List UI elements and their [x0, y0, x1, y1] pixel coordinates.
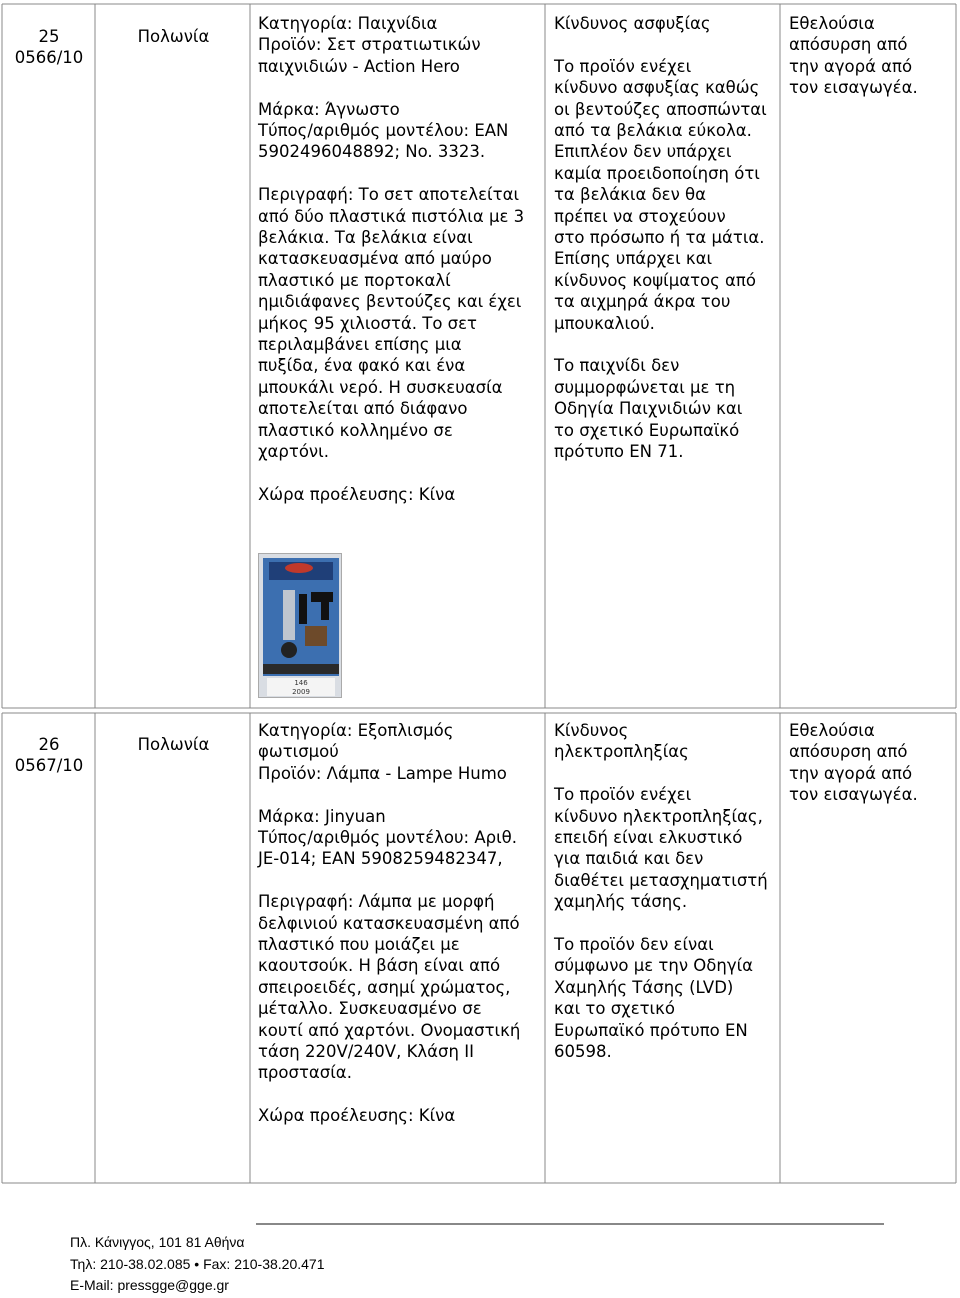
country-cell: Πολωνία	[137, 735, 210, 754]
product-brand: Μάρκα: Άγνωστο Τύπος/αριθμός μοντέλου: EAN 5902496048892; No. 3323.	[258, 99, 509, 162]
footer-divider	[256, 1223, 884, 1225]
risk-compliance: Το προϊόν δεν είναι σύμφωνο με την Οδηγία Χαμηλής Τάσης (LVD) και το σχετικό Ευρωπαϊκό πρότυπο EN 60598.	[554, 935, 754, 1062]
risk-description: Το προϊόν ενέχει κίνδυνο ασφυξίας καθώς οι βεντούζες αποσπώνται από τα βελάκια εύκολα. Επιπλέον δεν υπάρχει καμία προειδοποίηση ότι τα βελάκια δεν θα πρέπει να στοχεύουν στο πρόσωπο ή τα μάτια. Επίσης υπάρχει και κίνδυνος κοψίματος από τα αιχμηρά άκρα του μπουκαλιού.	[554, 56, 767, 333]
footer-phones: Τηλ: 210-38.02.085 • Fax: 210-38.20.471	[70, 1255, 325, 1272]
footer-email[interactable]: E-Mail: pressgge@gge.gr	[70, 1277, 229, 1293]
country-of-origin: Χώρα προέλευσης: Κίνα	[258, 1106, 456, 1126]
row-number	[8, 26, 90, 69]
alert-number: 26	[38, 735, 60, 754]
row-number	[8, 734, 90, 777]
alert-number: 25	[38, 27, 60, 46]
measures-taken: Εθελούσια απόσυρση από την αγορά από τον εισαγωγέα.	[789, 14, 918, 98]
alert-ref: 0567/10	[14, 756, 84, 776]
country-of-origin: Χώρα προέλευσης: Κίνα	[258, 484, 456, 504]
risk-details	[554, 720, 778, 1062]
alert-ref: 0566/10	[14, 48, 84, 68]
product-description: Περιγραφή: Λάμπα με μορφή δελφινιού κατασκευασμένη από πλαστικό που μοιάζει με καουτσούκ. Η βάση είναι από σπειροειδές, ασημί χρώματος, μέταλλο. Συσκευασμένο σε κουτί από χαρτόνι. Ονομαστική τάση 220V/240V, Κλάση II προστασία.	[258, 892, 521, 1083]
product-category: Κατηγορία: Εξοπλισμός φωτισμού Προϊόν: Λάμπα - Lampe Humo	[258, 721, 507, 783]
footer	[70, 1232, 325, 1297]
product-brand: Μάρκα: Jinyuan Τύπος/αριθμός μοντέλου: Αριθ. JE-014; EAN 5908259482347,	[258, 806, 518, 869]
photo-handwritten-label: 146	[294, 679, 308, 687]
risk-description: Το προϊόν ενέχει κίνδυνο ηλεκτροπληξίας, επειδή είναι ελκυστικό για παιδιά και δεν διαθέτει μετασχηματιστή χαμηλής τάσης.	[554, 785, 768, 912]
footer-address: Πλ. Κάνιγγος, 101 81 Αθήνα	[70, 1234, 245, 1250]
country-cell: Πολωνία	[137, 27, 210, 46]
risk-compliance: Το παιχνίδι δεν συμμορφώνεται με τη Οδηγία Παιχνιδιών και το σχετικό Ευρωπαϊκό πρότυπο EN 71.	[554, 356, 743, 462]
product-details	[258, 13, 543, 505]
product-description: Περιγραφή: Το σετ αποτελείται από δύο πλαστικά πιστόλια με 3 βελάκια. Τα βελάκια είναι κατασκευασμένα από μαύρο πλαστικό με πορτοκαλί ημιδιάφανες βεντούζες και έχει μήκος 95 χιλιοστά. Το σετ περιλαμβάνει επίσης μια πυξίδα, ένα φακό και ένα μπουκάλι νερό. Η συσκευασία αποτελείται από διάφανο πλαστικό κολλημένο σε χαρτόνι.	[258, 185, 525, 462]
product-category: Κατηγορία: Παιχνίδια Προϊόν: Σετ στρατιωτικών παιχνιδιών - Action Hero	[258, 14, 481, 76]
svg-text:2009: 2009	[292, 688, 310, 696]
measures-taken: Εθελούσια απόσυρση από την αγορά από τον εισαγωγέα.	[789, 721, 918, 805]
product-photo	[258, 553, 342, 698]
risk-details	[554, 13, 778, 463]
product-details	[258, 720, 543, 1127]
risk-type: Κίνδυνος ηλεκτροπληξίας	[554, 721, 689, 762]
risk-type: Κίνδυνος ασφυξίας	[554, 14, 711, 33]
